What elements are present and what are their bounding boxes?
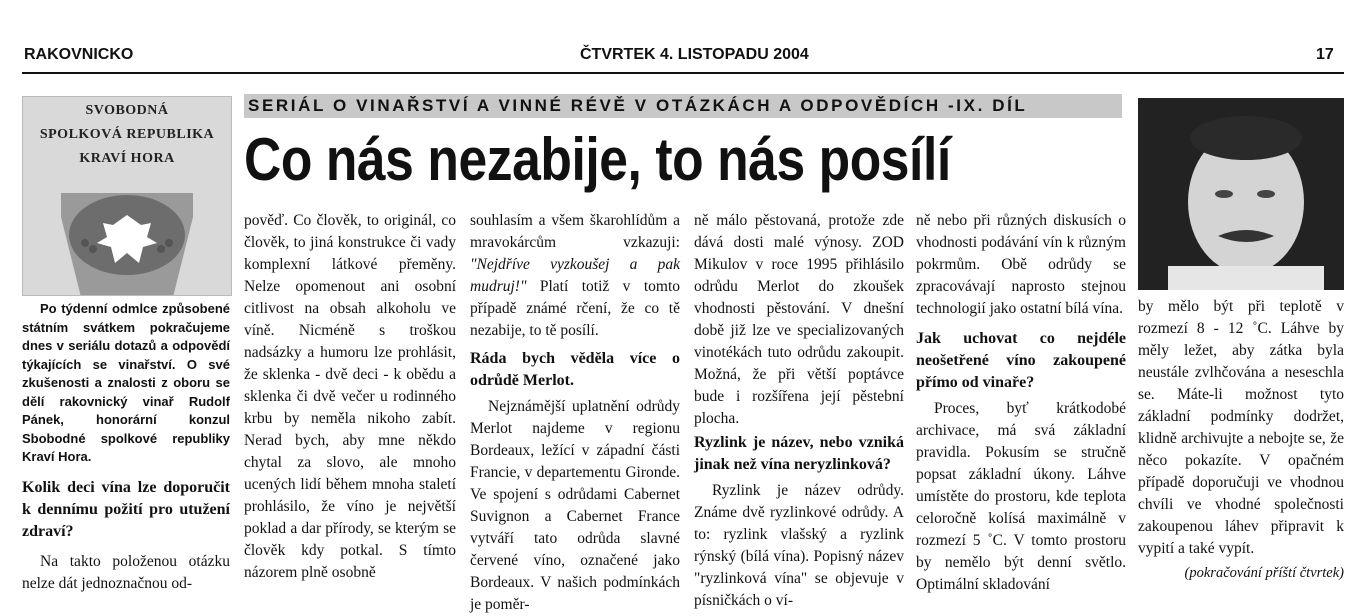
question-heading: Ryzlink je název, nebo vzniká jinak než vína neryzlinková? <box>694 434 904 473</box>
logo-line: SVOBODNÁ <box>85 103 169 118</box>
paragraph: Proces, byť krátkodobé archivace, má svá základní pravidla. Pokusím se stručně popsat základní úkony. Láhve umístěte do prostoru, kde teplota celoročně kolísá maximálně v rozmezí 5 ˚C. V tomto prostoru by nemělo být denní světlo. Optimální skladování <box>916 400 1126 593</box>
portrait-image <box>1138 98 1344 290</box>
continued-note: (pokračování příští čtvrtek) <box>1184 565 1344 581</box>
question-heading: Jak uchovat co nejdéle neošetřené víno zakoupené přímo od vinaře? <box>916 330 1126 391</box>
logo-line: SPOLKOVÁ REPUBLIKA <box>39 127 215 142</box>
series-banner: SERIÁL O VINAŘSTVÍ A VINNÉ RÉVĚ V OTÁZKÁCH A ODPOVĚDÍCH -IX. DÍL <box>244 94 1122 118</box>
paragraph-text: souhlasím a všem škarohlídům a mravokárcům vzkazuji: <box>470 212 680 251</box>
paragraph: ně nebo při různých diskusích o vhodnosti podávání vín k různým pokrmům. Obě odrůdy se zpracovávají naprosto stejnou technologií jako ostatní bílá vína. <box>916 212 1126 317</box>
paragraph: Nejznámější uplatnění odrůdy Merlot najdeme v regionu Bordeaux, ležící v západní části Francie, v departementu Gironde. Ve spojení s odrůdami Cabernet Suvignon a Cabernet France vytváří tato odrůda slavné červené víno, označené jako Bordeaux. V našich podmínkách je poměr- <box>470 398 680 613</box>
page-number: 17 <box>1316 46 1334 63</box>
paragraph: Na takto položenou otázku nelze dát jednoznačnou od- <box>22 552 230 592</box>
section-name: RAKOVNICKO <box>24 46 134 63</box>
question-heading: Ráda bych věděla více o odrůdě Merlot. <box>470 350 680 389</box>
header-rule <box>22 72 1344 74</box>
headline: Co nás nezabije, to nás posílí <box>244 126 951 193</box>
column-4 <box>694 210 904 612</box>
article-intro: Po týdenní odmlce způsobené státním svátkem pokračujeme dnes v seriálu dotazů a odpovědí týkajících se vinařství. O své zkušenosti a znalosti z oboru se dělí rakovnický vinař Rudolf Pánek, honorární konzul Sbobodné spolkové republiky Kraví Hora. <box>22 301 230 464</box>
column-6 <box>1138 296 1344 584</box>
column-1 <box>22 300 230 595</box>
column-2 <box>244 210 456 584</box>
paragraph: Ryzlink je název odrůdy. Známe dvě ryzlinkové odrůdy. A to: ryzlink vlašský a ryzlink rýnský (bílá vína). Popisný název "ryzlinková vína" se objevuje v písničkách o ví- <box>694 482 904 609</box>
issue-date: ČTVRTEK 4. LISTOPADU 2004 <box>580 46 809 63</box>
author-photo <box>1138 98 1344 290</box>
grape-leaf-emblem <box>23 97 231 295</box>
paragraph-text: Platí totiž v tomto případě známé rčení, že co tě nezabije, to tě posílí. <box>470 278 681 339</box>
question-heading: Kolik deci vína lze doporučit k dennímu požití pro utužení zdraví? <box>22 478 230 540</box>
logo-line: KRAVÍ HORA <box>79 151 175 166</box>
paragraph <box>470 210 680 342</box>
quote: "Nejdříve vyzkoušej a pak mudruj!" <box>470 256 680 295</box>
paragraph: pověď. Co člověk, to originál, co člověk, to jiná konstrukce či vady komplexní látkové přeměny. Nelze opomenout ani osobní citlivost na obsah alkoholu ve víně. Nicméně s troškou nadsázky a humoru lze prohlásit, že sklenka - dvě deci - k obědu a sklenka či dvě večer u rodinného krbu by neměla nikoho zabít. Nerad bych, aby mne někdo chytal za slovo, ale mnoho ucených lidí během mnoha staletí prohlásilo, že víno je největší poklad a dar přírody, se kterým se člověk kdy potkal. S tímto názorem plně osobně <box>244 212 456 581</box>
column-3 <box>470 210 680 616</box>
column-5 <box>916 210 1126 596</box>
paragraph: ně málo pěstovaná, protože zde dává dosti malé výnosy. ZOD Mikulov v roce 1995 přihlásilo odrůdu Merlot do zkoušek vhodnosti pěstování. V dnešní době již lze ve specializovaných vinotékách tuto odrůdu zakoupit. Možná, že při větší poptávce bude i rozšířena její pěstební plocha. <box>694 212 904 427</box>
paragraph: by mělo být při teplotě v rozmezí 8 - 12 ˚C. Láhve by měly ležet, aby zátka byla neustále zvlhčována a neseschla se. Máte-li možnost tyto základní podmínky dodržet, klidně archivujte a nebojte se, že něco pokazíte. V opačném případě doporučuji ve vhodnou chvíli ve vhodné společnosti zakoupenou láhev připravit k vypití a také vypít. <box>1138 298 1344 557</box>
republic-logo <box>22 96 232 296</box>
